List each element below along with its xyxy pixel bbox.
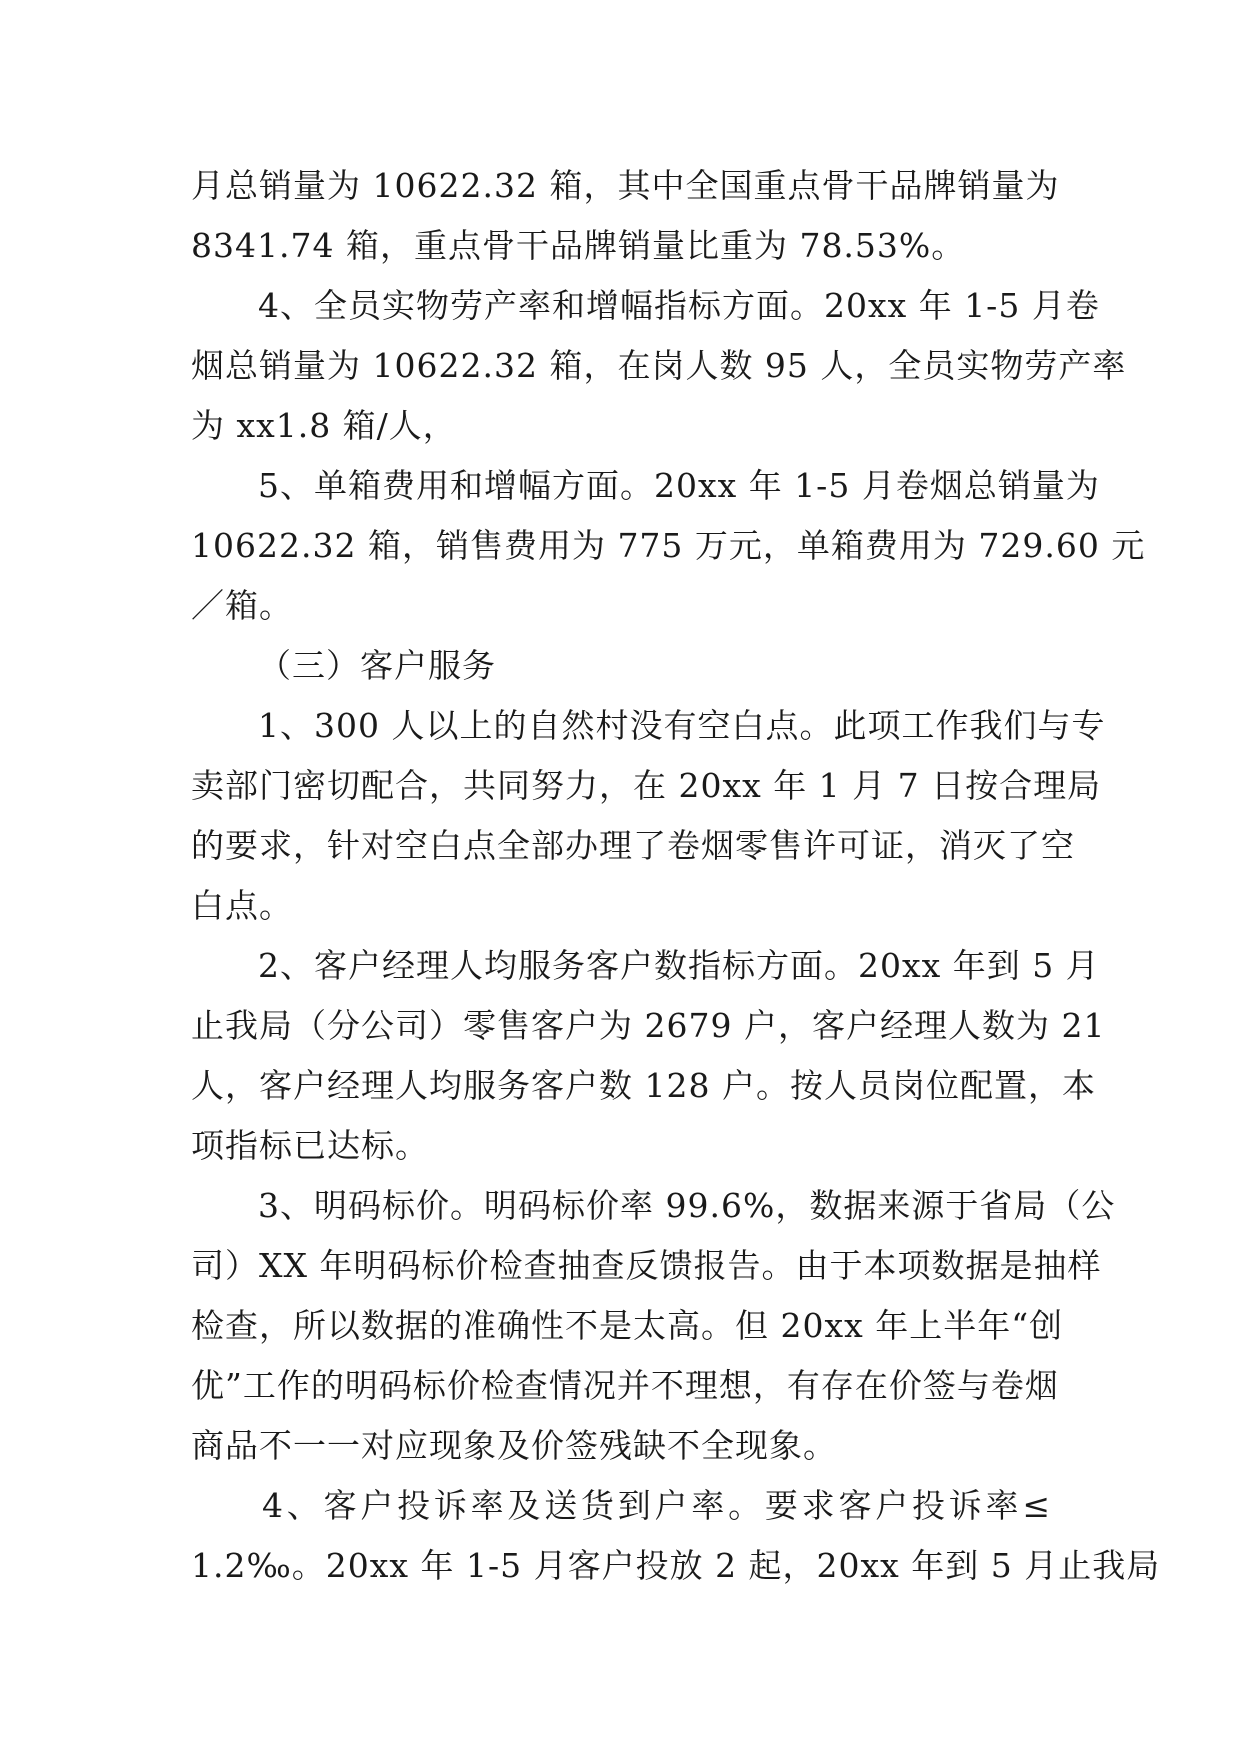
text-line: 2、客户经理人均服务客户数指标方面。20xx 年到 5 月	[258, 946, 1100, 985]
text-line: 商品不一一对应现象及价签残缺不全现象。	[191, 1426, 837, 1465]
text-line: 的要求，针对空白点全部办理了卷烟零售许可证，消灭了空	[191, 826, 1075, 865]
text-line: 司）XX 年明码标价检查抽查反馈报告。由于本项数据是抽样	[191, 1246, 1102, 1285]
text-line: 5、单箱费用和增幅方面。20xx 年 1-5 月卷烟总销量为	[258, 466, 1100, 505]
text-line: 烟总销量为 10622.32 箱，在岗人数 95 人，全员实物劳产率	[191, 346, 1127, 385]
text-line: 1.2‰。20xx 年 1-5 月客户投放 2 起，20xx 年到 5 月止我局	[191, 1546, 1161, 1585]
text-line: 4、全员实物劳产率和增幅指标方面。20xx 年 1-5 月卷	[258, 286, 1100, 325]
text-line: 项指标已达标。	[191, 1126, 429, 1165]
text-line: 检查，所以数据的准确性不是太高。但 20xx 年上半年“创	[191, 1306, 1064, 1345]
text-line: 4、客户投诉率及送货到户率。要求客户投诉率≤	[262, 1486, 1051, 1525]
text-line: 8341.74 箱，重点骨干品牌销量比重为 78.53%。	[191, 226, 966, 265]
text-line: 1、300 人以上的自然村没有空白点。此项工作我们与专	[258, 706, 1106, 745]
text-line: 人，客户经理人均服务客户数 128 户。按人员岗位配置，本	[191, 1066, 1096, 1105]
section-heading: （三）客户服务	[258, 646, 496, 685]
text-line: 白点。	[191, 886, 293, 925]
text-line: 卖部门密切配合，共同努力，在 20xx 年 1 月 7 日按合理局	[191, 766, 1102, 805]
text-line: 优”工作的明码标价检查情况并不理想，有存在价签与卷烟	[191, 1366, 1059, 1405]
text-line: ／箱。	[191, 586, 293, 625]
text-line: 止我局（分公司）零售客户为 2679 户，客户经理人数为 21	[191, 1006, 1106, 1045]
text-line: 3、明码标价。明码标价率 99.6%，数据来源于省局（公	[258, 1186, 1116, 1225]
text-line: 月总销量为 10622.32 箱，其中全国重点骨干品牌销量为	[191, 166, 1060, 205]
text-line: 为 xx1.8 箱/人，	[191, 406, 457, 445]
text-line: 10622.32 箱，销售费用为 775 万元，单箱费用为 729.60 元	[191, 526, 1146, 565]
